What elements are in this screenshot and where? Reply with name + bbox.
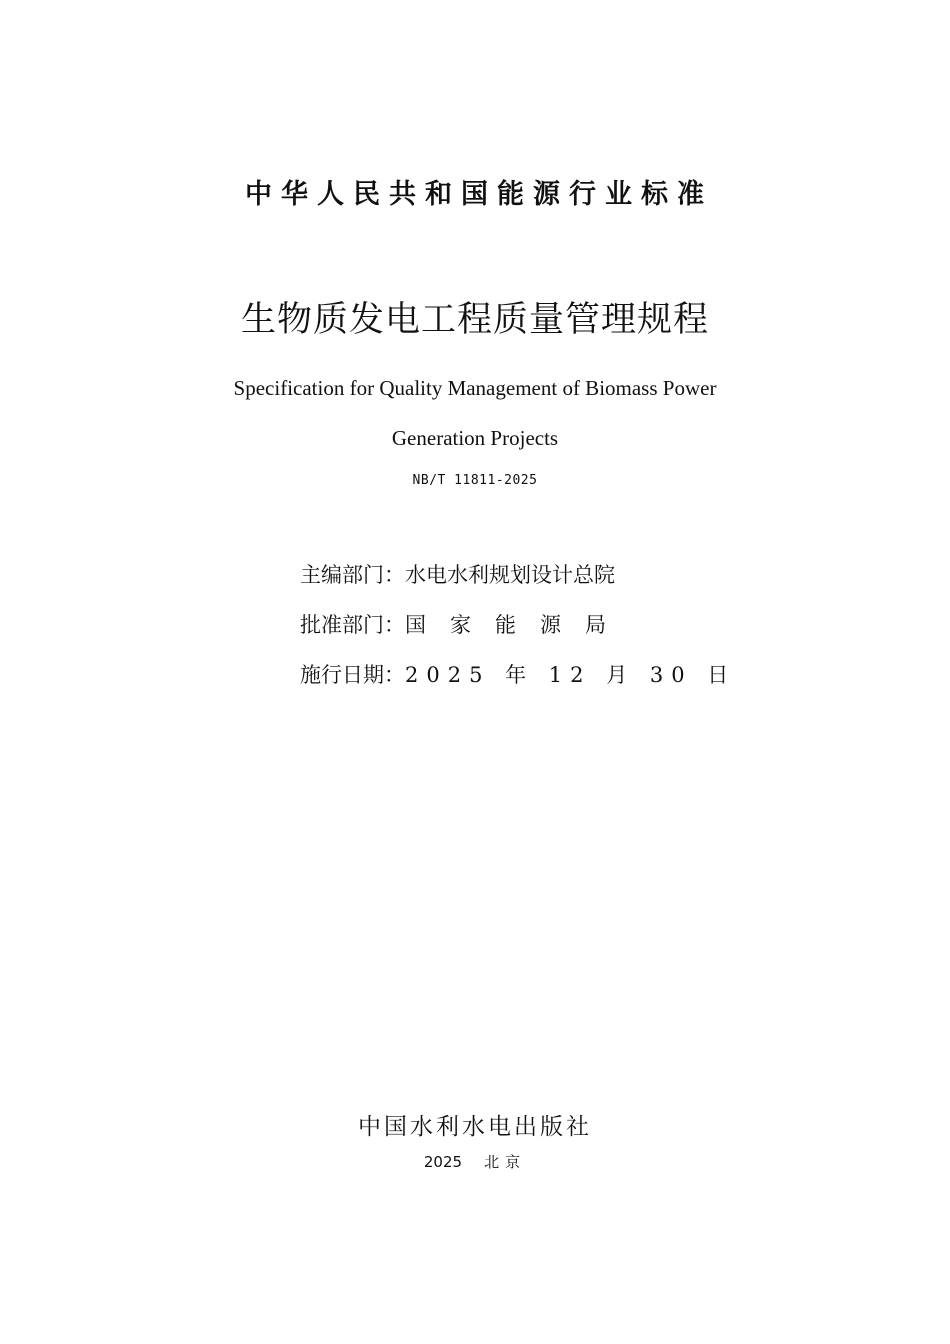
publisher-name: 中国水利水电出版社: [358, 1114, 592, 1140]
approver-value: 国家能源局: [405, 613, 630, 637]
publication-metadata: [300, 560, 736, 710]
editor-label: 主编部门：: [300, 563, 405, 587]
editor-value: 水电水利规划设计总院: [405, 563, 615, 587]
editor-row: [300, 560, 736, 610]
effective-date-value: 2025 年 12 月 30 日: [405, 663, 737, 687]
effective-date-row: [300, 660, 736, 710]
effective-date-label: 施行日期：: [300, 663, 405, 687]
publication-year-city: [0, 1151, 950, 1172]
standard-code: NB/T 11811-2025: [412, 473, 538, 488]
publication-year: 2025: [423, 1153, 463, 1171]
document-title-english-line-1: Specification for Quality Management of Biomass Power: [233, 376, 717, 400]
document-title-english-line-2: Generation Projects: [391, 426, 559, 450]
approver-row: [300, 610, 736, 660]
publication-city: 北京: [484, 1153, 527, 1171]
document-title-chinese: 生物质发电工程质量管理规程: [240, 300, 709, 340]
standard-type-heading: 中华人民共和国能源行业标准: [245, 179, 713, 210]
approver-label: 批准部门：: [300, 613, 405, 637]
